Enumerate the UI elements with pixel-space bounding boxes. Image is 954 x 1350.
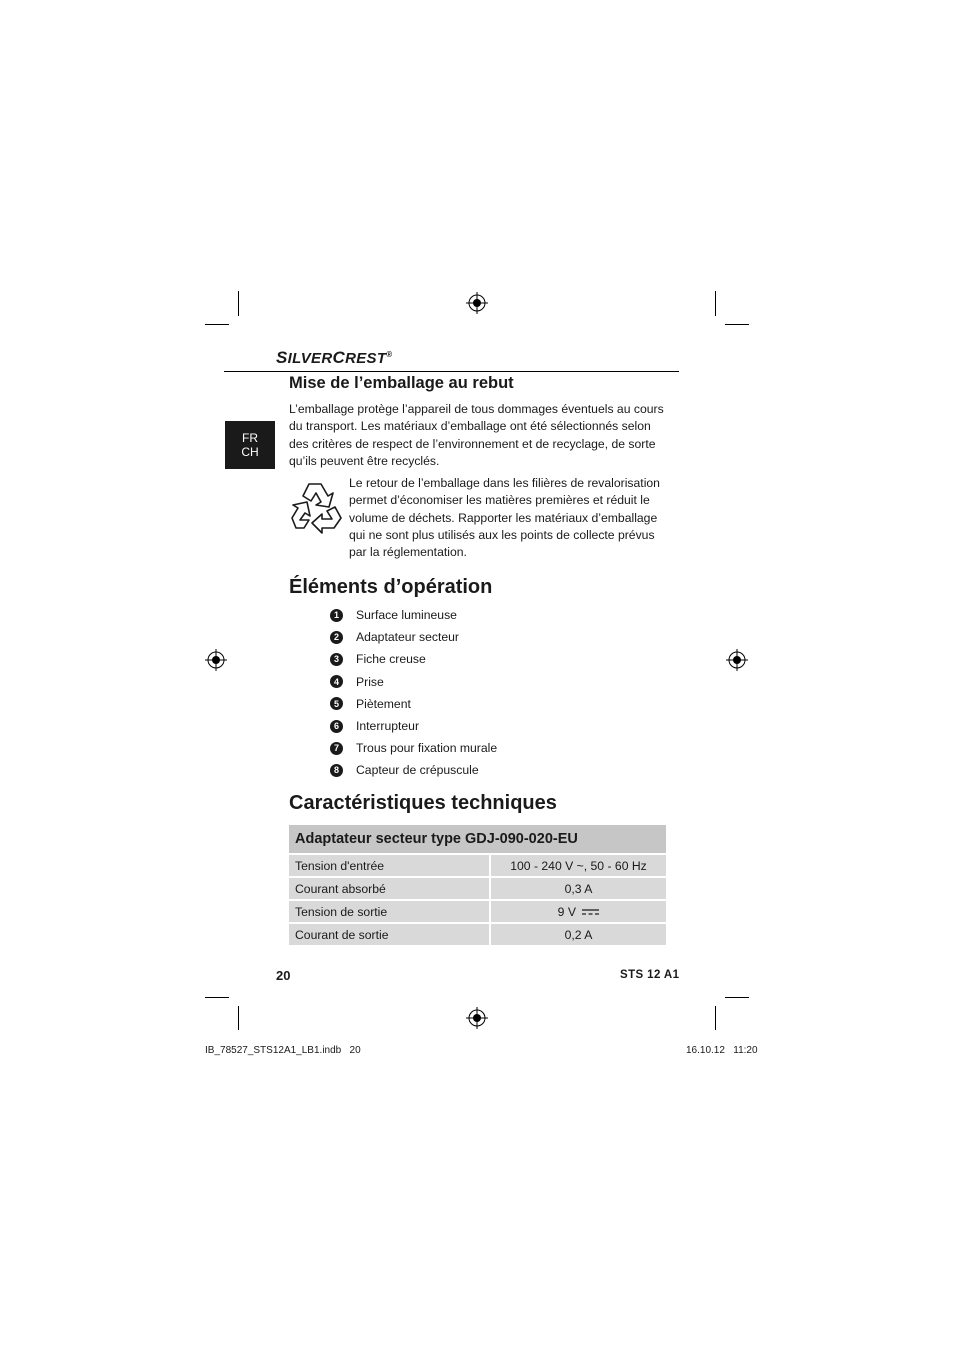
spec-value: 9 V: [557, 904, 576, 919]
table-row: [289, 923, 666, 946]
disposal-paragraph-1: L’emballage protège l’appareil de tous dommages éventuels au cours du transport. Les matériaux d’emballage ont été sélectionnés selon des critères de respect de l’environnement et de recyclage, de sorte qu’ils peuvent être recyclés.: [289, 402, 664, 468]
table-header: Adaptateur secteur type GDJ-090-020-EU: [289, 825, 666, 854]
crop-mark: [238, 1006, 239, 1030]
language-tab-line: FR: [242, 431, 258, 445]
crop-mark: [205, 997, 229, 998]
operation-elements-list: [330, 604, 497, 782]
item-label: Fiche creuse: [356, 652, 426, 667]
spec-value: 0,3 A: [490, 877, 666, 900]
item-number-badge: 8: [330, 764, 343, 777]
specs-table: [289, 825, 666, 947]
item-label: Surface lumineuse: [356, 608, 457, 623]
crop-mark: [725, 324, 749, 325]
language-tab-line: CH: [241, 445, 259, 459]
brand-logo: SILVERCREST®: [276, 348, 393, 367]
item-label: Trous pour fixation murale: [356, 741, 498, 756]
list-item: [330, 648, 497, 670]
crop-mark: [238, 291, 239, 316]
item-number-badge: 1: [330, 609, 343, 622]
crop-mark: [205, 324, 229, 325]
spec-value: 0,2 A: [490, 923, 666, 946]
item-number-badge: 3: [330, 653, 343, 666]
list-item: [330, 737, 497, 759]
table-row: [289, 877, 666, 900]
list-item: [330, 604, 497, 626]
list-item: [330, 671, 497, 693]
language-tab: [225, 421, 275, 469]
disposal-paragraph-2: Le retour de l’emballage dans les filières de revalorisation permet d’économiser les matières premières et réduit le volume de déchets. Rapporter les matériaux d’emballage qui ne sont plus utilisés aux les points de collecte prévus par la réglementation.: [349, 476, 660, 560]
header-divider: [224, 371, 679, 372]
page-number: 20: [276, 968, 291, 983]
section-title-operation: Éléments d’opération: [289, 576, 493, 598]
table-header-row: [289, 825, 666, 854]
section-title-disposal: Mise de l’emballage au rebut: [289, 374, 514, 392]
item-label: Piètement: [356, 696, 411, 711]
spec-value-cell: [490, 900, 666, 923]
dc-symbol-icon: [582, 908, 599, 916]
registration-mark-icon: [726, 649, 748, 671]
section-title-specs: Caractéristiques techniques: [289, 792, 557, 814]
registration-mark-icon: [205, 649, 227, 671]
spec-label: Courant absorbé: [289, 877, 490, 900]
crop-mark: [715, 291, 716, 316]
registration-mark-icon: [466, 1007, 488, 1029]
model-number: STS 12 A1: [620, 969, 680, 981]
item-number-badge: 5: [330, 697, 343, 710]
spec-label: Tension de sortie: [289, 900, 490, 923]
list-item: [330, 759, 497, 781]
spec-label: Courant de sortie: [289, 923, 490, 946]
item-label: Interrupteur: [356, 719, 420, 734]
item-number-badge: 6: [330, 720, 343, 733]
spec-value: 100 - 240 V ~, 50 - 60 Hz: [490, 854, 666, 877]
recycle-icon: [288, 478, 344, 534]
print-slug-datetime: 16.10.12 11:20: [686, 1045, 758, 1056]
item-label: Adaptateur secteur: [356, 630, 459, 645]
list-item: [330, 693, 497, 715]
crop-mark: [715, 1006, 716, 1030]
crop-mark: [725, 997, 749, 998]
item-label: Capteur de crépuscule: [356, 763, 479, 778]
registration-mark-icon: [466, 292, 488, 314]
print-slug-file: IB_78527_STS12A1_LB1.indb 20: [205, 1045, 361, 1056]
item-number-badge: 7: [330, 742, 343, 755]
list-item: [330, 626, 497, 648]
item-number-badge: 2: [330, 631, 343, 644]
table-row: [289, 900, 666, 923]
list-item: [330, 715, 497, 737]
item-number-badge: 4: [330, 675, 343, 688]
spec-label: Tension d'entrée: [289, 854, 490, 877]
item-label: Prise: [356, 674, 384, 689]
table-row: [289, 854, 666, 877]
